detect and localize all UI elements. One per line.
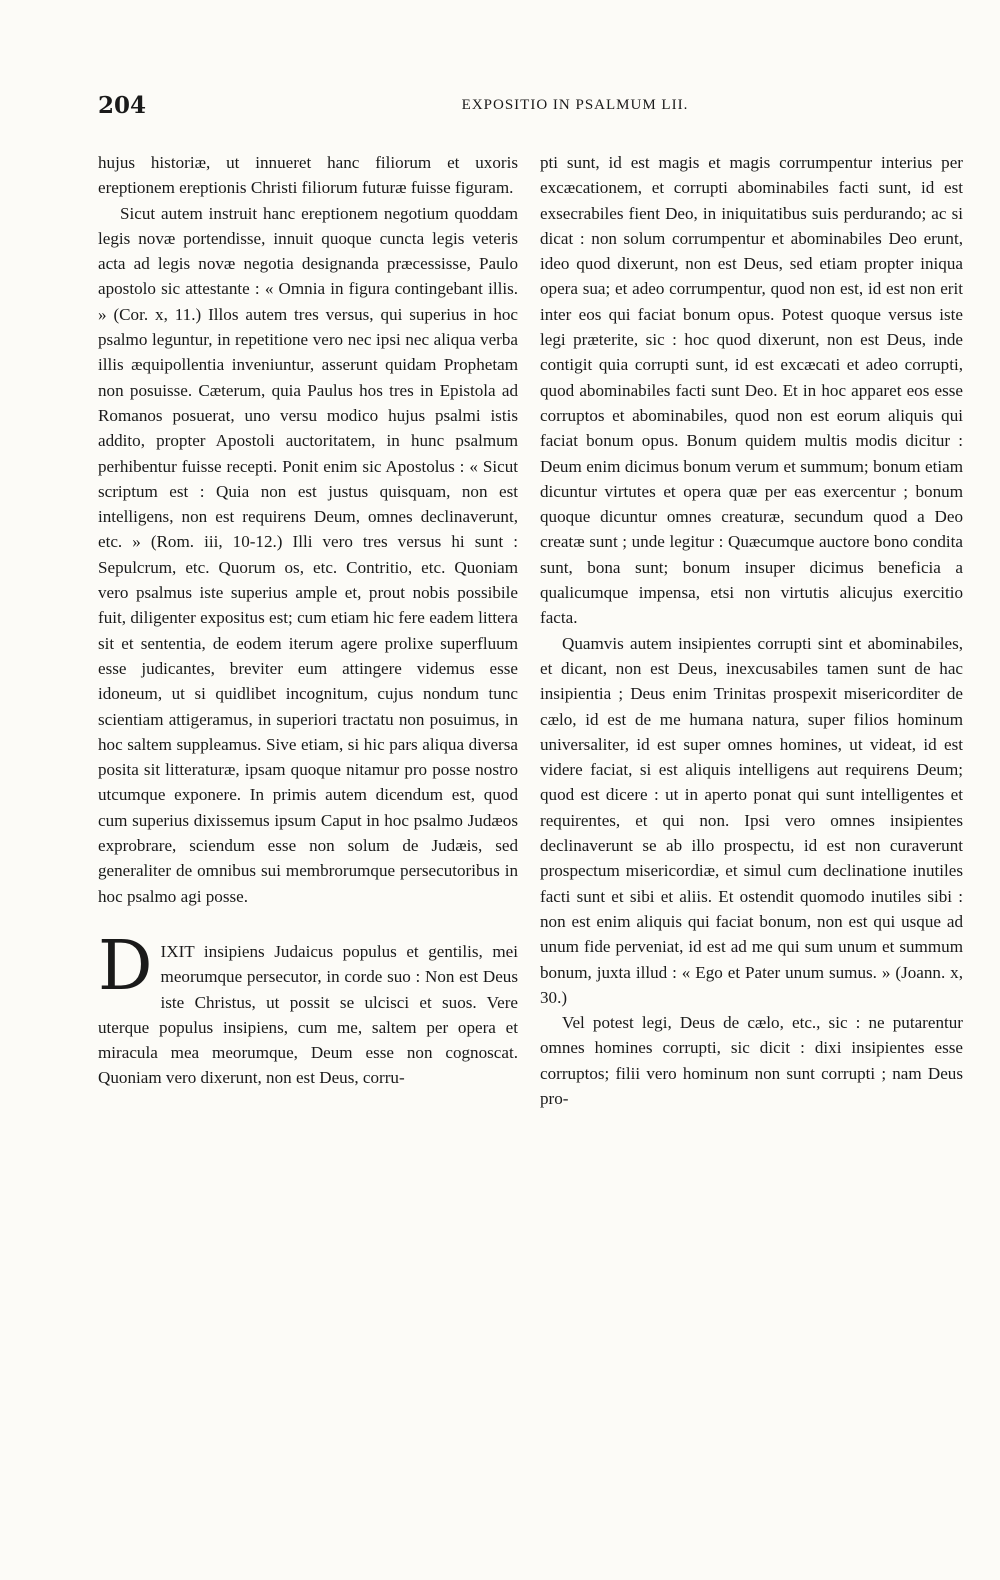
drop-cap: D <box>98 926 153 1006</box>
dropcap-paragraph <box>98 926 518 1091</box>
paragraph: Vel potest legi, Deus de cælo, etc., sic : ne putarentur omnes homines corrupti, sic dicit : dixi insipientes esse corruptos; filii vero hominum non sunt corrupti ; nam Deus pro- <box>540 1013 963 1108</box>
running-head: EXPOSITIO IN PSALMUM LII. <box>461 97 689 113</box>
paragraph: Sicut autem instruit hanc ereptionem negotium quoddam legis novæ portendisse, innuit quoque cuncta legis veteris acta ad legis novæ negotia designanda præcessisse, Paulo apostolo sic attestante : « Omnia in figura contingebant illis. » (Cor. x, 11.) Illos autem tres versus, qui superius in hoc psalmo leguntur, in repetitione vero nec ipsi nec aliqua verba illis æquipollentia inveniuntur, asserunt quidam Prophetam non posuisse. Cæterum, quia Paulus hos tres in Epistola ad Romanos posuerat, uno versu modico hujus psalmi istis addito, propter Apostoli auctoritatem, in hunc psalmum perhibentur fuisse recepti. Ponit enim sic Apostolus : « Sicut scriptum est : Quia non est justus quisquam, non est intelligens, non est requirens Deum, omnes declinaverunt, etc. » (Rom. iii, 10-12.) Illi vero tres versus hi sunt : Sepulcrum, etc. Quorum os, etc. Contritio, etc. Quoniam vero psalmus iste superius ample et, prout nobis possibile fuit, diligenter expositus est; cum etiam hic fere eadem littera sit et sententia, de eodem iterum agere prolixe superfluum esse judicantes, breviter eum attingere videmus esse idoneum, ut si quidlibet incognitum, cujus nondum tunc scientiam attigeramus, in superiori tractatu non posuimus, in hoc saltem suppleamus. Sive etiam, si hic pars aliqua diversa posita sit litteraturæ, ipsam quoque nitamur pro posse nostro utcumque exponere. In primis autem dicendum est, quod cum superius dixissemus ipsum Caput in hoc psalmo Judæos exprobrare, sciendum esse non solum de Judæis, sed generaliter de omnibus sui membrorumque persecutoribus in hoc psalmo agi posse. <box>98 203 518 906</box>
paragraph: pti sunt, id est magis et magis corrumpentur interius per excæcationem, et corrupti abominabiles facti sunt, id est exsecrabiles fient Deo, in iniquitatibus suis perdurando; ac si dicat : non solum corrumpentur et abominabiles Deo erunt, ideo quod dixerunt, non est Deus, sed etiam propter iniqua opera sua; et adeo corrumpentur, quod non est, id est non erit inter eos qui faciat bonum opus. Potest quoque versus iste legi præterite, sic : hoc quod dixerunt, non est Deus, inde contigit quia corrupti sunt, id est excæcati et adeo corrupti, quod abominabiles facti sunt Deo. Et in hoc apparet eos esse corruptos et abominabiles, quod non est eorum aliquis qui faciat bonum opus. Bonum quidem multis modis dicitur : Deum enim dicimus bonum verum et summum; bonum etiam dicuntur virtutes et opera quæ per eas exercentur ; bonum quoque dicuntur omnes creaturæ, secundum quod a Deo creatæ sunt ; unde legitur : Quæcumque auctore bono condita sunt, bona sunt; bonum insuper dicimus beneficia a qualicumque impensa, etsi non virtutis alicujus exercitio facta. <box>540 153 963 628</box>
paragraph: Quamvis autem insipientes corrupti sint et abominabiles, et dicant, non est Deus, inexcusabiles tamen sunt de hac insipientia ; Deus enim Trinitas prospexit misericorditer de cælo, id est de me humana natura, super filios hominum universaliter, id est super omnes homines, ut videat, id est videre faciat, si est aliquis intelligens aut requirens Deum; quod est dicere : ut in aperto ponat qui sunt intelligentes et requirentes, et qui non. Ipsi vero omnes insipientes declinaverunt se ab illo prospectu, id est non curaverunt prospectum misericordiæ, et simul cum declinatione inutiles facti sunt et sibi et aliis. Et ostendit quomodo inutiles sibi : non est enim aliquis qui faciat bonum, non est qui usque ad unum fide perveniat, id est ad me qui sum unum et summum bonum, juxta illud : « Ego et Pater unum sumus. » (Joann. x, 30.) <box>540 633 963 1007</box>
paragraph-text: IXIT insipiens Judaicus populus et gentilis, mei meorumque persecutor, in corde suo : Non est Deus iste Christus, ut possit se ulcisci et suos. Vere uterque populus insipiens, cum me, saltem per opera et miracula mea meorumque, Deum esse non cognoscat. Quoniam vero dixerunt, non est Deus, corru- <box>98 941 518 1088</box>
page-header <box>98 92 962 124</box>
paragraph: hujus historiæ, ut innueret hanc filiorum et uxoris ereptionem ereptionis Christi filiorum futuræ fuisse figuram. <box>98 153 518 198</box>
page-number: 204 <box>98 92 147 119</box>
right-column <box>540 150 963 1111</box>
left-column <box>98 150 518 1091</box>
